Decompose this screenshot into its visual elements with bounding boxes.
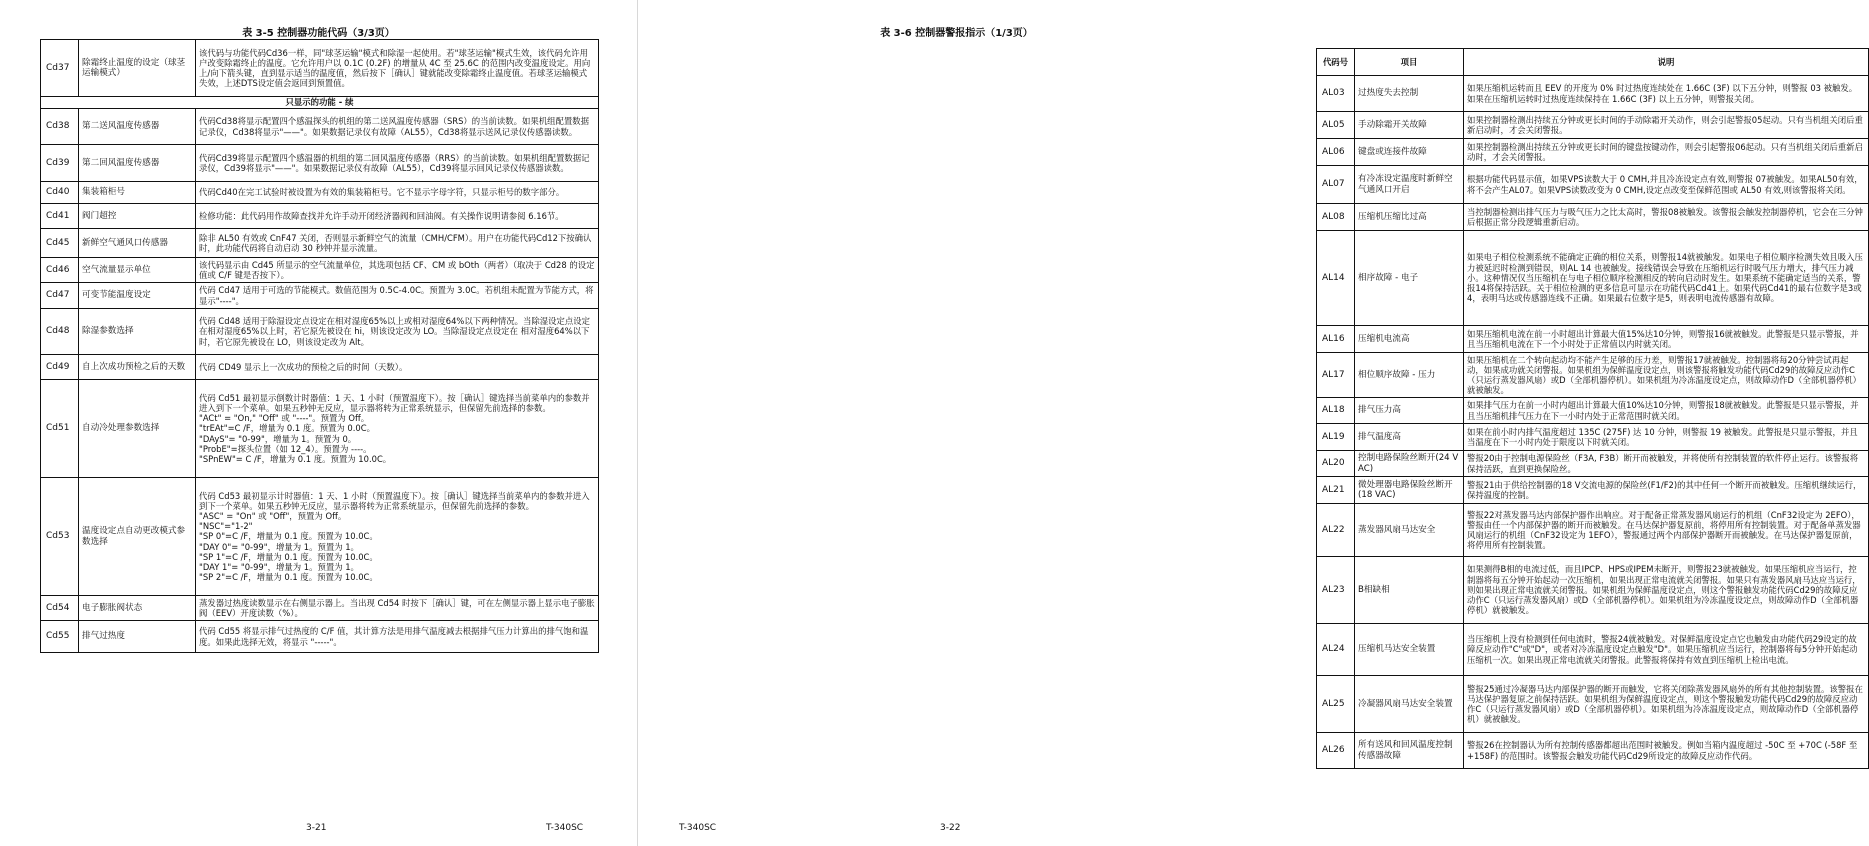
table-row xyxy=(41,283,599,309)
header-item: 项目 xyxy=(1355,49,1464,76)
name-cell: 自上次成功预检之后的天数 xyxy=(79,355,196,380)
name-cell: 相位顺序故障 - 压力 xyxy=(1355,353,1464,398)
description-cell: 如果压缩机运转而且 EEV 的开度为 0% 时过热度连续处在 1.66C (3F) 以下五分钟，则警报 03 被触发。如果在压缩机运转时过热度连续保持在 1.66C (3F) 以上五分钟，则警报关闭。 xyxy=(1464,76,1869,112)
description-cell: 该代码与功能代码Cd36一样，同"球茎运输"模式和除湿一起使用。若"球茎运输"模式生效，该代码允许用户改变除霜终止的温度。它允许用户以 0.1C (0.2F) 的增量从 4C 至 25.6C 的范围内改变温度设定。用向上/向下箭头键，直到显示适当的温度值，然后按下［确认］键就能改变除霜终止温度值。若球茎运输模式失效，上述DTS设定值会返回到预置值。 xyxy=(196,40,599,97)
table-row xyxy=(41,40,599,97)
table-row xyxy=(41,258,599,283)
description-cell: 如果电子相位检测系统不能确定正确的相位关系，则警报14就被触发。如果电子相位顺序检测失效且吸入压力被延迟时检测到错误，则AL 14 也被触发。接线错误会导致在压缩机运行时吸气压力增大，排气压力减小。这种情况仅当压缩机在与电子相位顺序检测相反的转向启动时发生。如果系统不能确定适当的关系，警报14将保持活跃。关于相位检测的更多信息可显示在功能代码Cd41上。如果代码Cd41的最右位数字是3或4，表明马达或传感器连线不正确。如果最右位数字是5，则表明电流传感器有故障。 xyxy=(1464,231,1869,326)
description-cell: 如果压缩机在二个转向起动均不能产生足够的压力差，则警报17就被触发。控制器将每20分钟尝试再起动，如果成功就关闭警报。如果机组为保鲜温度设定点，则该警报将触发功能代码Cd29的故障反应动作C（只运行蒸发器风扇）或D（全部机器停机）。如果机组为冷冻温度设定点，则故障动作D（全部机器停机）就被触发。 xyxy=(1464,353,1869,398)
description-cell: 如果在前小时内排气温度超过 135C (275F) 达 10 分钟，则警报 19 被触发。此警报是只显示警报，并且当温度在下一小时内处于限度以下时就关闭。 xyxy=(1464,424,1869,451)
name-cell: 蒸发器风扇马达安全 xyxy=(1355,504,1464,557)
code-cell: AL24 xyxy=(1317,624,1355,676)
description-cell: 检修功能：此代码用作故障查找并允许手动开闭经济器阀和回油阀。有关操作说明请参阅 6.16节。 xyxy=(196,204,599,229)
description-cell: 警报20由于控制电源保险丝（F3A, F3B）断开而被触发，并将使所有控制装置的软件停止运行。该警报将保持活跃，直到更换保险丝。 xyxy=(1464,451,1869,477)
code-cell: Cd45 xyxy=(41,229,79,258)
table-row xyxy=(1317,504,1869,557)
description-cell: 代码Cd39将显示配置四个感温器的机组的第二回风温度传感器（RRS）的当前读数。如果机组配置数据记录仪，Cd39将显示"——"。如果数据记录仪有故障（AL55），Cd39将显示回风记录仪传感器读数。 xyxy=(196,145,599,182)
table-row xyxy=(41,621,599,653)
name-cell: 空气流量显示单位 xyxy=(79,258,196,283)
name-cell: 电子膨胀阀状态 xyxy=(79,596,196,621)
right-model-number: T-340SC xyxy=(679,823,717,833)
description-cell: 警报21由于供给控制器的18 V交流电源的保险丝(F1/F2)的其中任何一个断开而被触发。压缩机继续运行，保持温度的控制。 xyxy=(1464,477,1869,504)
code-cell: Cd41 xyxy=(41,204,79,229)
left-page-number: 3-21 xyxy=(306,823,327,833)
code-cell: AL25 xyxy=(1317,676,1355,733)
code-cell: AL05 xyxy=(1317,112,1355,139)
table-row xyxy=(41,309,599,355)
name-cell: 相序故障 - 电子 xyxy=(1355,231,1464,326)
code-cell: Cd38 xyxy=(41,109,79,145)
description-cell: 代码 Cd47 适用于可选的节能模式。数值范围为 0.5C-4.0C。预置为 3.0C。若机组未配置为节能方式，将显示"----"。 xyxy=(196,283,599,309)
description-cell: 如果压缩机电流在前一小时超出计算最大值15%达10分钟，则警报16就被触发。此警报是只显示警报，并且当压缩机电流在下一个小时处于正常值以内时就关闭。 xyxy=(1464,326,1869,353)
alarm-table-header-row xyxy=(1317,49,1869,76)
name-cell: 第二送风温度传感器 xyxy=(79,109,196,145)
table-row xyxy=(1317,624,1869,676)
table-row xyxy=(1317,477,1869,504)
name-cell: 除霜终止温度的设定（球茎运输模式） xyxy=(79,40,196,97)
header-desc: 说明 xyxy=(1464,49,1869,76)
table-row xyxy=(41,478,599,596)
table-row xyxy=(41,596,599,621)
table-row xyxy=(1317,733,1869,769)
name-cell: 手动除霜开关故障 xyxy=(1355,112,1464,139)
name-cell: 控制电路保险丝断开(24 VAC) xyxy=(1355,451,1464,477)
name-cell: 可变节能温度设定 xyxy=(79,283,196,309)
table-row xyxy=(1317,76,1869,112)
description-cell: 根据功能代码显示值，如果VPS读数大于 0 CMH,并且冷冻设定点有效,则警报 07被触发。如果AL50有效，将不会产生AL07。如果VPS读数改变为 0 CMH,设定点改变至保鲜范围或 AL50 有效,则该警报将关闭。 xyxy=(1464,166,1869,204)
code-cell: Cd46 xyxy=(41,258,79,283)
table-row xyxy=(41,145,599,182)
code-cell: Cd40 xyxy=(41,182,79,204)
description-cell: 代码 CD49 显示上一次成功的预检之后的时间（天数）。 xyxy=(196,355,599,380)
description-cell: 代码 Cd53 最初显示计时器值：1 天、1 小时（预置温度下）。按［确认］键选择当前菜单内的参数并进入到下一个菜单。如果五秒钟无反应，显示器将转为正常系统显示，但保留先前选择的参数。 "ASC" = "On" 或 "Off"，预置为 Off。 "NSC"="1-2" "SP 0"=C /F，增量为 0.1 度。预置为 10.0C。 "DAY 0"= "0-99"，增量为 1。预置为 1。 "SP 1"=C /F，增量为 0.1 度。预置为 10.0C。 "DAY 1"= "0-99"，增量为 1。预置为 1。 "SP 2"=C /F，增量为 0.1 度。预置为 10.0C。 xyxy=(196,478,599,596)
section-row xyxy=(41,97,599,109)
code-cell: AL23 xyxy=(1317,557,1355,624)
right-table-title: 表 3-6 控制器警报指示（1/3页） xyxy=(880,28,1033,39)
name-cell: 新鲜空气通风口传感器 xyxy=(79,229,196,258)
name-cell: 压缩机压缩比过高 xyxy=(1355,204,1464,231)
right-page-number: 3-22 xyxy=(940,823,961,833)
name-cell: 压缩机马达安全装置 xyxy=(1355,624,1464,676)
description-cell: 代码 Cd55 将显示排气过热度的 C/F 值，其计算方法是用排气温度减去根据排气压力计算出的排气饱和温度。如果此选择无效，将显示 "-----"。 xyxy=(196,621,599,653)
code-cell: Cd55 xyxy=(41,621,79,653)
table-row xyxy=(41,182,599,204)
name-cell: B相缺相 xyxy=(1355,557,1464,624)
code-cell: AL19 xyxy=(1317,424,1355,451)
function-code-table xyxy=(40,39,599,653)
description-cell: 如果排气压力在前一小时内超出计算最大值10%达10分钟，则警报18就被触发。此警报是只显示警报，并且当压缩机排气压力在下一小时内处于正常范围时就关闭。 xyxy=(1464,398,1869,424)
table-row xyxy=(41,380,599,478)
name-cell: 除湿参数选择 xyxy=(79,309,196,355)
code-cell: AL08 xyxy=(1317,204,1355,231)
table-row xyxy=(1317,139,1869,166)
description-cell: 如果控制器检测出持续五分钟或更长时间的手动除霜开关动作，则会引起警报05起动。只有当机组关闭后重新启动时，才会关闭警报。 xyxy=(1464,112,1869,139)
name-cell: 微处理器电路保险丝断开(18 VAC) xyxy=(1355,477,1464,504)
code-cell: AL22 xyxy=(1317,504,1355,557)
left-model-number: T-340SC xyxy=(546,823,584,833)
description-cell: 该代码显示由 Cd45 所显示的空气流量单位，其选项包括 CF、CM 或 bOth（两者）（取决于 Cd28 的设定值或 C/F 键是否按下）。 xyxy=(196,258,599,283)
code-cell: AL14 xyxy=(1317,231,1355,326)
name-cell: 压缩机电流高 xyxy=(1355,326,1464,353)
description-cell: 代码Cd40在完工试验时被设置为有效的集装箱柜号。它不显示字母字符，只显示柜号的数字部分。 xyxy=(196,182,599,204)
table-row xyxy=(1317,166,1869,204)
code-cell: AL18 xyxy=(1317,398,1355,424)
description-cell: 代码Cd38将显示配置四个感温探头的机组的第二送风温度传感器（SRS）的当前读数。如果机组配置数据记录仪，Cd38将显示"——"。如果数据记录仪有故障（AL55），Cd38将显示送风记录仪传感器读数。 xyxy=(196,109,599,145)
name-cell: 集装箱柜号 xyxy=(79,182,196,204)
name-cell: 温度设定点自动更改模式参数选择 xyxy=(79,478,196,596)
name-cell: 所有送风和回风温度控制传感器故障 xyxy=(1355,733,1464,769)
code-cell: AL07 xyxy=(1317,166,1355,204)
description-cell: 警报25通过冷凝器马达内部保护器的断开而触发，它将关闭除蒸发器风扇外的所有其他控制装置。该警报在马达保护器复原之前保持活跃。如果机组为保鲜温度设定点，则这个警报触发功能代码Cd29的故障反应动作C（只运行蒸发器风扇）或D（全部机器停机）。如果机组为冷冻温度设定点，则故障动作D（全部机器停机）就被触发。 xyxy=(1464,676,1869,733)
table-row xyxy=(1317,112,1869,139)
table-row xyxy=(41,204,599,229)
table-row xyxy=(1317,676,1869,733)
code-cell: Cd47 xyxy=(41,283,79,309)
description-cell: 如果测得B相的电流过低，而且IPCP、HPS或IPEM未断开，则警报23就被触发。如果压缩机应当运行，控制器将每五分钟开始起动一次压缩机，如果出现正常电流就关闭警报。如果只有蒸发器风扇马达应当运行，则如果出现正常电流就关闭警报。如果机组为保鲜温度设定点，则这个警报触发功能代码Cd29的故障反应动作C（只运行蒸发器风扇）或D（全部机器停机）。如果机组为冷冻温度设定点，则故障动作D（全部机器停机）就被触发。 xyxy=(1464,557,1869,624)
table-row xyxy=(41,109,599,145)
description-cell: 除非 AL50 有效或 CnF47 关闭，否则显示新鲜空气的流量（CMH/CFM）。用户在功能代码Cd12下按确认时，此功能代码将自动启动 30 秒钟并显示流量。 xyxy=(196,229,599,258)
header-code: 代码号 xyxy=(1317,49,1355,76)
table-row xyxy=(1317,398,1869,424)
code-cell: Cd51 xyxy=(41,380,79,478)
description-cell: 警报26在控制器认为所有控制传感器都超出范围时被触发。例如当箱内温度超过 -50C 至 +70C (-58F 至 +158F) 的范围时。该警报会触发功能代码Cd29所设定的故障反应动作代码。 xyxy=(1464,733,1869,769)
description-cell: 警报22对蒸发器马达内部保护器作出响应。对于配备正常蒸发器风扇运行的机组（CnF32设定为 2EFO），警报由任一个内部保护器的断开而被触发。在马达保护器复原前，将停用所有控制装置。对于配备单蒸发器风扇运行的机组（CnF32设定为 1EFO），警报通过两个内部保护器断开而被触发。在马达保护器复原前，将停用所有控制装置。 xyxy=(1464,504,1869,557)
code-cell: Cd54 xyxy=(41,596,79,621)
table-row xyxy=(41,355,599,380)
name-cell: 排气温度高 xyxy=(1355,424,1464,451)
table-row xyxy=(1317,353,1869,398)
code-cell: AL26 xyxy=(1317,733,1355,769)
alarm-table xyxy=(1316,48,1869,769)
name-cell: 冷凝器风扇马达安全装置 xyxy=(1355,676,1464,733)
table-row xyxy=(1317,231,1869,326)
code-cell: Cd37 xyxy=(41,40,79,97)
code-cell: AL17 xyxy=(1317,353,1355,398)
description-cell: 当压缩机上没有检测到任何电流时，警报24就被触发。对保鲜温度设定点它也触发由功能代码29设定的故障反应动作"C"或"D"，或者对冷冻温度设定点触发"D"。如果压缩机应当运行，控制器将每5分钟开始起动压缩机一次。如果出现正常电流就关闭警报。此警报将保持有效直到压缩机上检出电流。 xyxy=(1464,624,1869,676)
left-page xyxy=(0,0,638,846)
code-cell: Cd49 xyxy=(41,355,79,380)
table-row xyxy=(1317,451,1869,477)
code-cell: Cd53 xyxy=(41,478,79,596)
description-cell: 代码 Cd48 适用于除湿设定点设定在相对湿度65%以上或相对湿度64%以下两种情况。当除湿设定点设定在相对湿度65%以上时，若它原先被设在 hi，则该设定改为 LO。当除湿设定点设定在 相对湿度64%以下时，若它原先被设在 LO，则该设定改为 Alt。 xyxy=(196,309,599,355)
name-cell: 排气压力高 xyxy=(1355,398,1464,424)
name-cell: 自动冷处理参数选择 xyxy=(79,380,196,478)
name-cell: 过热度失去控制 xyxy=(1355,76,1464,112)
table-row xyxy=(1317,204,1869,231)
code-cell: Cd39 xyxy=(41,145,79,182)
description-cell: 代码 Cd51 最初显示倒数计时器值：1 天、1 小时（预置温度下）。按［确认］键选择当前菜单内的参数并进入到下一个菜单。如果五秒钟无反应，显示器将转为正常系统显示，但保留先前选择的参数。 "ACt" = "On," "Off" 或 "----"。预置为 Off。 "trEAt"=C /F，增量为 0.1 度。预置为 0.0C。 "DAyS"= "0-99"，增量为 1。预置为 0。 "ProbE"=探头位置（如 12_4）。预置为 ----。 "SPnEW"= C /F，增量为 0.1 度。预置为 10.0C。 xyxy=(196,380,599,478)
table-row xyxy=(1317,557,1869,624)
description-cell: 当控制器检测出排气压力与吸气压力之比太高时，警报08被触发。该警报会触发控制器停机，它会在三分钟后根据正常分段逻辑重新启动。 xyxy=(1464,204,1869,231)
code-cell: AL21 xyxy=(1317,477,1355,504)
left-table-title: 表 3-5 控制器功能代码（3/3页） xyxy=(242,28,395,39)
right-page xyxy=(638,0,1863,846)
name-cell: 有冷冻设定温度时新鲜空气通风口开启 xyxy=(1355,166,1464,204)
description-cell: 蒸发器过热度读数显示在右侧显示器上。当出现 Cd54 时按下［确认］键，可在左侧显示器上显示电子膨胀阀（EEV）开度读数（%）。 xyxy=(196,596,599,621)
code-cell: AL20 xyxy=(1317,451,1355,477)
description-cell: 如果控制器检测出持续五分钟或更长时间的键盘按键动作，则会引起警报06起动。只有当机组关闭后重新启动时，才会关闭警报。 xyxy=(1464,139,1869,166)
name-cell: 排气过热度 xyxy=(79,621,196,653)
section-heading: 只显示的功能 - 续 xyxy=(41,97,599,109)
code-cell: Cd48 xyxy=(41,309,79,355)
name-cell: 键盘或连接件故障 xyxy=(1355,139,1464,166)
name-cell: 阀门超控 xyxy=(79,204,196,229)
code-cell: AL16 xyxy=(1317,326,1355,353)
code-cell: AL06 xyxy=(1317,139,1355,166)
name-cell: 第二回风温度传感器 xyxy=(79,145,196,182)
table-row xyxy=(41,229,599,258)
table-row xyxy=(1317,424,1869,451)
code-cell: AL03 xyxy=(1317,76,1355,112)
table-row xyxy=(1317,326,1869,353)
